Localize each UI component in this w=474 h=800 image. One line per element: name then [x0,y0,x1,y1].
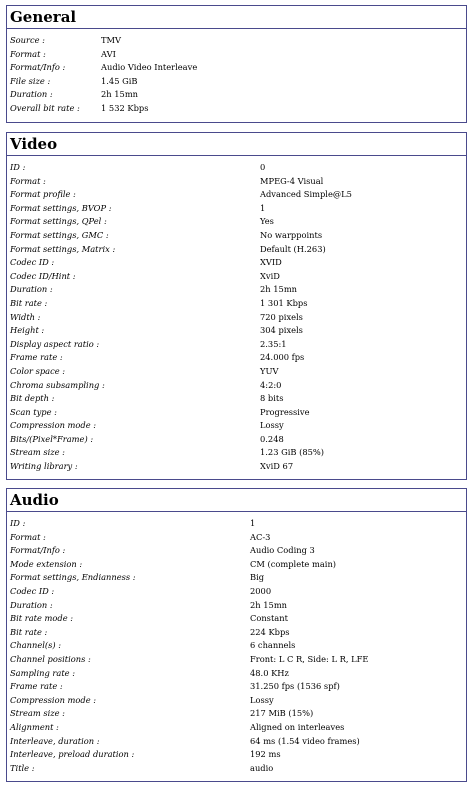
audio-field-label: Interleave, preload duration : [10,749,135,760]
audio-field-value: CM (complete main) [250,558,337,569]
video-info-row [7,202,466,216]
audio-field-label: Format/Info : [10,545,66,556]
video-field-label: Compression mode : [10,420,97,431]
video-field-label: Format settings, Matrix : [10,243,116,254]
video-info-row [7,446,466,460]
video-info-row [7,297,466,311]
video-section-title: Video [7,133,466,156]
audio-field-value: 2h 15mn [250,599,288,610]
audio-info-row [7,517,466,531]
video-info-row [7,338,466,352]
audio-info-row [7,544,466,558]
audio-field-value: 64 ms (1.54 video frames) [250,735,360,746]
video-info-row [7,283,466,297]
audio-field-value: Aligned on interleaves [250,721,345,732]
video-field-value: 24.000 fps [260,352,305,363]
audio-field-label: Channel positions : [10,653,91,664]
audio-info-row [7,667,466,681]
audio-field-label: Interleave, duration : [10,735,100,746]
video-info-row [7,215,466,229]
general-field-value: 1.45 GiB [101,75,138,86]
video-info-row [7,229,466,243]
video-field-value: Default (H.263) [260,243,326,254]
audio-field-value: 31.250 fps (1536 spf) [250,681,340,692]
audio-field-label: Mode extension : [10,558,83,569]
video-field-label: Bits/(Pixel*Frame) : [10,433,94,444]
audio-field-value: AC-3 [250,531,271,542]
video-field-label: Format settings, BVOP : [10,202,112,213]
video-field-label: Color space : [10,365,66,376]
audio-field-label: Stream size : [10,708,65,719]
audio-field-label: Bit rate mode : [10,613,74,624]
audio-info-row [7,626,466,640]
audio-field-label: Format settings, Endianness : [10,572,136,583]
general-section [6,5,467,123]
video-field-value: Yes [260,216,274,227]
video-field-label: Bit depth : [10,393,55,404]
video-field-value: Lossy [260,420,284,431]
video-field-label: Stream size : [10,447,65,458]
video-field-value: Progressive [260,406,310,417]
audio-field-value: 6 channels [250,640,296,651]
video-field-label: Height : [10,325,45,336]
video-info-row [7,188,466,202]
audio-field-label: Frame rate : [10,681,63,692]
video-info-row [7,175,466,189]
video-field-label: Writing library : [10,461,78,472]
audio-info-row [7,599,466,613]
video-field-label: Duration : [10,284,53,295]
video-field-label: Codec ID/Hint : [10,270,76,281]
video-field-label: Display aspect ratio : [10,338,100,349]
general-info-row [7,48,466,62]
audio-rows [7,512,466,775]
video-field-value: 2.35:1 [260,338,287,349]
audio-section-title: Audio [7,489,466,512]
audio-section [6,488,467,782]
general-field-label: Format/Info : [10,62,66,73]
audio-field-value: Lossy [250,694,274,705]
video-info-row [7,324,466,338]
audio-field-label: Format : [10,531,46,542]
audio-field-label: Channel(s) : [10,640,62,651]
audio-info-row [7,694,466,708]
general-field-label: Source : [10,35,45,45]
general-field-label: Duration : [10,89,53,100]
video-section [6,132,467,480]
video-field-value: 2h 15mn [260,284,298,295]
video-field-value: 0.248 [260,433,284,444]
audio-field-label: Compression mode : [10,694,97,705]
video-field-label: Format settings, QPel : [10,216,107,227]
video-field-label: Format : [10,175,46,186]
audio-info-row [7,531,466,545]
audio-field-label: ID : [10,518,26,528]
general-field-value: AVI [101,48,116,59]
video-info-row [7,256,466,270]
video-info-row [7,392,466,406]
video-field-label: ID : [10,162,26,172]
audio-info-row [7,639,466,653]
audio-info-row [7,612,466,626]
general-info-row [7,34,466,48]
audio-info-row [7,762,466,776]
audio-field-value: audio [250,762,274,773]
video-field-value: XviD [260,270,280,281]
video-field-label: Frame rate : [10,352,63,363]
audio-field-label: Alignment : [10,721,59,732]
video-info-row [7,243,466,257]
video-field-value: 1 301 Kbps [260,297,308,308]
video-field-label: Width : [10,311,41,322]
general-field-label: Overall bit rate : [10,102,80,113]
audio-info-row [7,721,466,735]
video-info-row [7,419,466,433]
video-field-label: Bit rate : [10,297,48,308]
general-section-title: General [7,6,466,29]
video-field-value: 8 bits [260,393,284,404]
video-info-row [7,161,466,175]
audio-info-row [7,653,466,667]
audio-field-label: Title : [10,762,35,773]
video-info-row [7,379,466,393]
audio-info-row [7,558,466,572]
audio-field-value: Big [250,572,265,583]
video-field-value: YUV [260,365,279,376]
audio-field-label: Duration : [10,599,53,610]
general-field-label: File size : [10,75,51,86]
video-info-row [7,433,466,447]
audio-field-value: 48.0 KHz [250,667,289,678]
general-info-row [7,102,466,116]
video-field-label: Format profile : [10,189,76,200]
video-field-value: Advanced Simple@L5 [260,189,352,200]
audio-info-row [7,707,466,721]
general-field-value: TMV [101,35,122,45]
audio-field-label: Bit rate : [10,626,48,637]
video-field-value: 1.23 GiB (85%) [260,447,325,458]
general-field-value: Audio Video Interleave [101,62,198,73]
video-field-value: MPEG-4 Visual [260,175,324,186]
audio-field-value: 192 ms [250,749,281,760]
audio-field-value: Audio Coding 3 [250,545,315,556]
video-field-value: 304 pixels [260,325,303,336]
video-field-label: Scan type : [10,406,57,417]
video-field-label: Codec ID : [10,257,55,268]
video-info-row [7,460,466,474]
video-field-value: 4:2:0 [260,379,282,390]
video-field-value: 720 pixels [260,311,303,322]
audio-field-value: 1 [250,518,256,528]
video-info-row [7,365,466,379]
video-info-row [7,406,466,420]
video-field-value: XVID [260,257,282,268]
video-field-value: 0 [260,162,266,172]
video-field-label: Chroma subsampling : [10,379,105,390]
audio-info-row [7,585,466,599]
general-info-row [7,88,466,102]
general-field-value: 1 532 Kbps [101,102,149,113]
video-field-value: No warppoints [260,229,323,240]
audio-info-row [7,735,466,749]
general-info-row [7,61,466,75]
audio-info-row [7,748,466,762]
audio-info-row [7,680,466,694]
audio-field-value: 217 MiB (15%) [250,708,314,719]
general-field-label: Format : [10,48,46,59]
audio-field-value: 2000 [250,585,272,596]
video-rows [7,156,466,474]
video-field-label: Format settings, GMC : [10,229,109,240]
video-info-row [7,351,466,365]
audio-field-value: 224 Kbps [250,626,290,637]
audio-info-row [7,571,466,585]
audio-field-label: Codec ID : [10,585,55,596]
video-field-value: 1 [260,202,266,213]
video-field-value: XviD 67 [260,461,294,472]
general-info-row [7,75,466,89]
audio-field-label: Sampling rate : [10,667,75,678]
audio-field-value: Constant [250,613,288,624]
video-info-row [7,270,466,284]
general-field-value: 2h 15mn [101,89,139,100]
general-rows [7,29,466,116]
audio-field-value: Front: L C R, Side: L R, LFE [250,653,369,664]
video-info-row [7,311,466,325]
